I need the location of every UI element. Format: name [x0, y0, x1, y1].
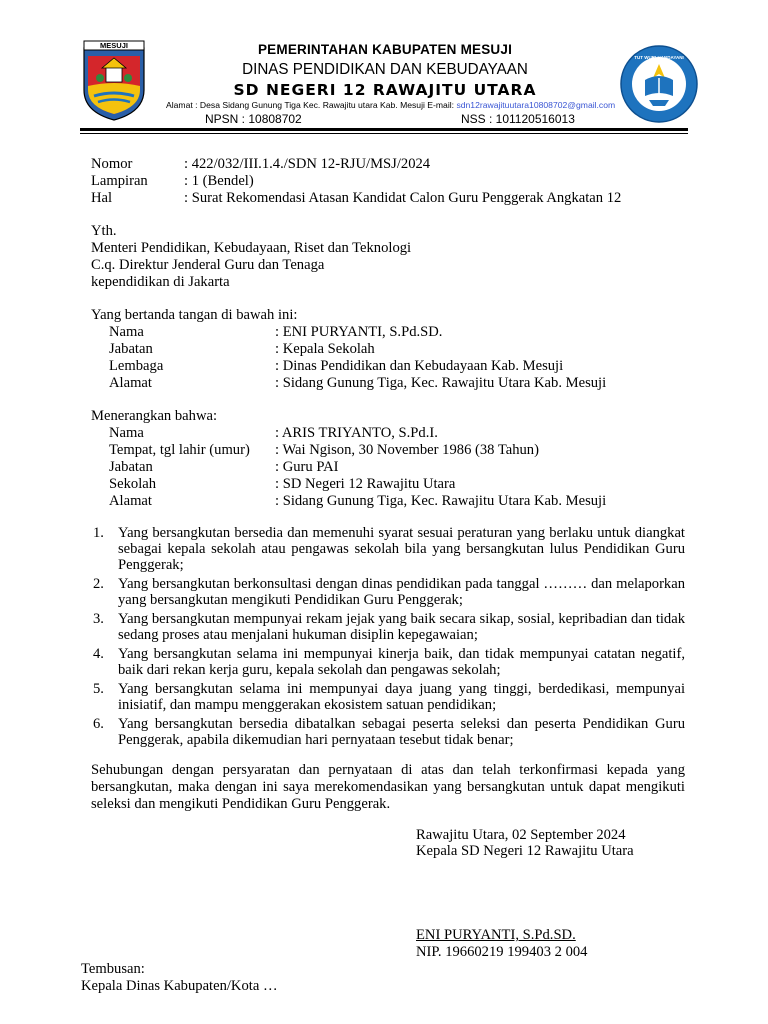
candidate-row-label: Alamat — [109, 493, 152, 509]
candidate-row-label: Sekolah — [109, 476, 157, 492]
letterhead-address — [166, 100, 616, 110]
statement-item — [93, 576, 685, 608]
tut-wuri-handayani-label: TUT WURI HANDAYANI — [634, 55, 684, 60]
signer-row-value: : Dinas Pendidikan dan Kebudayaan Kab. Mesuji — [275, 358, 564, 374]
signer-row-label: Nama — [109, 324, 144, 340]
letterhead-government: PEMERINTAHAN KABUPATEN MESUJI — [257, 42, 513, 57]
nomor-label: Nomor — [91, 156, 133, 172]
signer-intro: Yang bertanda tangan di bawah ini: — [91, 307, 298, 323]
letterhead-rule-thin — [80, 133, 688, 134]
signature-position: Kepala SD Negeri 12 Rawajitu Utara — [416, 843, 634, 859]
email-link[interactable]: sdn12rawajituutara10808702@gmail.com — [456, 100, 616, 110]
recipient-line2: C.q. Direktur Jenderal Guru dan Tenaga — [91, 257, 325, 273]
statement-item — [93, 716, 685, 748]
recipient-line1: Menteri Pendidikan, Kebudayaan, Riset dan Teknologi — [91, 240, 412, 256]
statement-text: Yang bersangkutan berkonsultasi dengan dinas pendidikan pada tanggal ……… dan melaporkan yang bersangkutan mengikuti Pendidikan Guru Penggerak; — [118, 576, 685, 608]
statement-number: 3. — [93, 611, 104, 627]
signer-row-value: : Kepala Sekolah — [275, 341, 375, 357]
signature-nip: NIP. 19660219 199403 2 004 — [416, 944, 588, 960]
signer-row-label: Alamat — [109, 375, 152, 391]
recipient-line3: kependidikan di Jakarta — [91, 274, 230, 290]
hal-value: : Surat Rekomendasi Atasan Kandidat Calon Guru Penggerak Angkatan 12 — [184, 190, 622, 206]
letterhead-rule-thick — [80, 128, 688, 131]
statement-number: 2. — [93, 576, 104, 592]
address-text: Alamat : Desa Sidang Gunung Tiga Kec. Rawajitu utara Kab. Mesuji E-mail: — [166, 100, 455, 110]
letterhead-school: SD NEGERI 12 RAWAJITU UTARA — [233, 81, 537, 99]
nomor-value: : 422/032/III.1.4./SDN 12-RJU/MSJ/2024 — [184, 156, 431, 172]
statement-text: Yang bersangkutan selama ini mempunyai kinerja baik, dan tidak mempunyai catatan negatif, baik dari rekan kerja guru, kepala sekolah dan pengawas sekolah; — [118, 646, 685, 678]
letterhead — [160, 42, 610, 99]
candidate-row-value: : SD Negeri 12 Rawajitu Utara — [275, 476, 456, 492]
recipient-yth: Yth. — [91, 223, 117, 239]
statement-item — [93, 525, 685, 573]
statement-text: Yang bersangkutan bersedia dan memenuhi syarat sesuai peraturan yang berlaku untuk diangkat sebagai kepala sekolah atau pengawas sekolah bila yang bersangkutan lulus Pendidikan Guru Penggerak; — [118, 525, 685, 573]
statement-item — [93, 611, 685, 643]
candidate-row-label: Nama — [109, 425, 144, 441]
statement-number: 4. — [93, 646, 104, 662]
statement-text: Yang bersangkutan bersedia dibatalkan sebagai peserta seleksi dan peserta Pendidikan Guru Penggerak, apabila dikemudian hari pernyataan tesebut tidak benar; — [118, 716, 685, 748]
signer-row-label: Jabatan — [109, 341, 153, 357]
candidate-row-value: : Sidang Gunung Tiga, Kec. Rawajitu Utara Kab. Mesuji — [275, 493, 607, 509]
statement-number: 6. — [93, 716, 104, 732]
lampiran-label: Lampiran — [91, 173, 148, 189]
mesuji-logo — [80, 40, 148, 122]
tembusan-label: Tembusan: — [81, 961, 145, 977]
statement-number: 5. — [93, 681, 104, 697]
candidate-row-value: : Guru PAI — [275, 459, 339, 475]
hal-label: Hal — [91, 190, 113, 206]
lampiran-value: : 1 (Bendel) — [184, 173, 254, 189]
candidate-row-value: : Wai Ngison, 30 November 1986 (38 Tahun) — [275, 442, 539, 458]
npsn: NPSN : 10808702 — [205, 112, 302, 126]
letterhead-department: DINAS PENDIDIKAN DAN KEBUDAYAAN — [242, 61, 528, 78]
candidate-intro: Menerangkan bahwa: — [91, 408, 218, 424]
candidate-row-label: Jabatan — [109, 459, 153, 475]
closing-paragraph: Sehubungan dengan persyaratan dan pernyataan di atas dan telah terkonfirmasi kepada yang bersangkutan, maka dengan ini saya merekomendasikan yang bersangkutan untuk dapat mengikuti seleksi dan mengikuti Pendidikan Guru Penggerak. — [91, 762, 685, 812]
statement-number: 1. — [93, 525, 104, 541]
signer-row-value: : Sidang Gunung Tiga, Kec. Rawajitu Utara Kab. Mesuji — [275, 375, 607, 391]
statement-item — [93, 646, 685, 678]
signature-name: ENI PURYANTI, S.Pd.SD. — [416, 927, 576, 943]
statement-text: Yang bersangkutan mempunyai rekam jejak yang baik secara sikap, sosial, kepribadian dan tidak sedang proses atau menjalani hukuman disiplin kepegawaian; — [118, 611, 685, 643]
statement-item — [93, 681, 685, 713]
mesuji-logo-label: MESUJI — [100, 41, 128, 50]
candidate-row-label: Tempat, tgl lahir (umur) — [109, 442, 250, 458]
signer-row-label: Lembaga — [109, 358, 164, 374]
nss: NSS : 101120516013 — [461, 112, 575, 126]
signer-row-value: : ENI PURYANTI, S.Pd.SD. — [275, 324, 443, 340]
candidate-row-value: : ARIS TRIYANTO, S.Pd.I. — [275, 425, 438, 441]
statement-text: Yang bersangkutan selama ini mempunyai daya juang yang tinggi, berdedikasi, mempunyai inisiatif, dan mampu menggerakan ekosistem satuan pendidikan; — [118, 681, 685, 713]
signature-place-date: Rawajitu Utara, 02 September 2024 — [416, 827, 626, 843]
tembusan-item: Kepala Dinas Kabupaten/Kota … — [81, 978, 278, 994]
statement-list — [93, 525, 685, 751]
